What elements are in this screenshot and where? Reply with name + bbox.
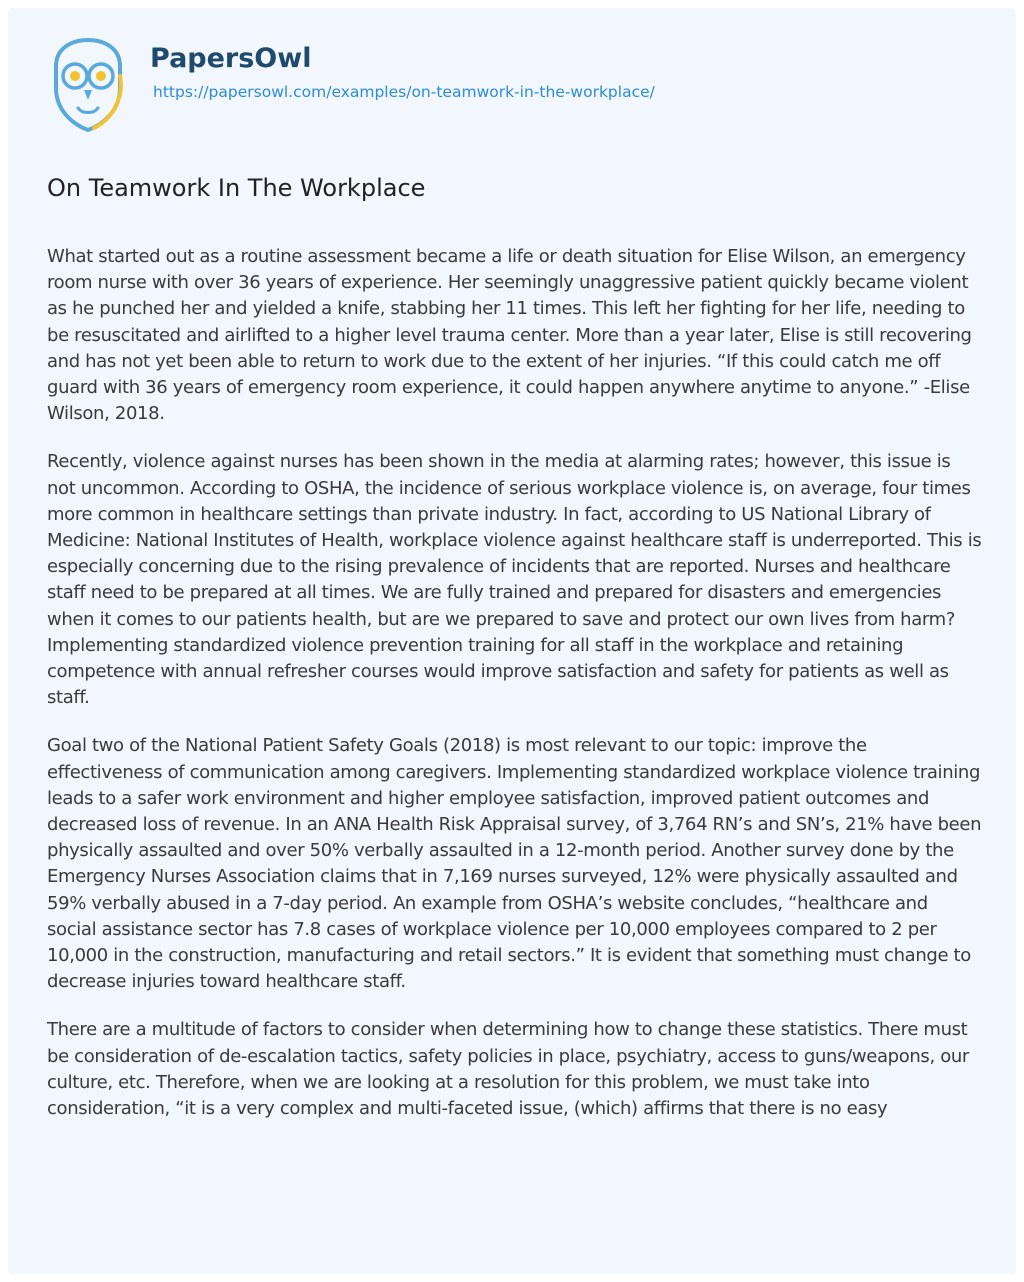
document-body [47, 244, 982, 1144]
paragraph-3: Goal two of the National Patient Safety Goals (2018) is most relevant to our topic: improve the effectiveness of communication among caregivers. Implementing standardized workplace violence training leads to a safer work environment and higher employee satisfaction, improved patient outcomes and decreased loss of revenue. In an ANA Health Risk Appraisal survey, of 3,764 RN’s and SN’s, 21% have been physically assaulted and over 50% verbally assaulted in a 12-month period. Another survey done by the Emergency Nurses Association claims that in 7,169 nurses surveyed, 12% were physically assaulted and 59% verbally abused in a 7-day period. An example from OSHA’s website concludes, “healthcare and social assistance sector has 7.8 cases of workplace violence per 10,000 employees compared to 2 per 10,000 in the construction, manufacturing and retail sectors.” It is evident that something must change to decrease injuries toward healthcare staff. [47, 735, 982, 993]
paragraph-4: There are a multitude of factors to consider when determining how to change these statistics. There must be consideration of de-escalation tactics, safety policies in place, psychiatry, access to guns/weapons, our culture, etc. Therefore, when we are looking at a resolution for this problem, we must take into consideration, “it is a very complex and multi-faceted issue, (which) affirms that there is no easy [47, 1019, 969, 1120]
owl-logo-icon [48, 36, 128, 132]
document-title: On Teamwork In The Workplace [47, 174, 426, 202]
source-url-link[interactable]: https://papersowl.com/examples/on-teamwork-in-the-workplace/ [153, 83, 655, 101]
brand-name[interactable]: PapersOwl [150, 43, 312, 74]
paragraph-2: Recently, violence against nurses has been shown in the media at alarming rates; however, this issue is not uncommon. According to OSHA, the incidence of serious workplace violence is, on average, four times more common in healthcare settings than private industry. In fact, according to US National Library of Medicine: National Institutes of Health, workplace violence against healthcare staff is underreported. This is especially concerning due to the rising prevalence of incidents that are reported. Nurses and healthcare staff need to be prepared at all times. We are fully trained and prepared for disasters and emergencies when it comes to our patients health, but are we prepared to save and protect our own lives from harm? Implementing standardized violence prevention training for all staff in the workplace and retaining competence with annual refresher courses would improve satisfaction and safety for patients as well as staff. [47, 451, 982, 709]
paragraph-1: What started out as a routine assessment became a life or death situation for Elise Wilson, an emergency room nurse with over 36 years of experience. Her seemingly unaggressive patient quickly became violent as he punched her and yielded a knife, stabbing her 11 times. This left her fighting for her life, needing to be resuscitated and airlifted to a higher level trauma center. More than a year later, Elise is still recovering and has not yet been able to return to work due to the extent of her injuries. “If this could catch me off guard with 36 years of emergency room experience, it could happen anywhere anytime to anyone.” -Elise Wilson, 2018. [47, 246, 972, 425]
document-page [8, 8, 1016, 1274]
